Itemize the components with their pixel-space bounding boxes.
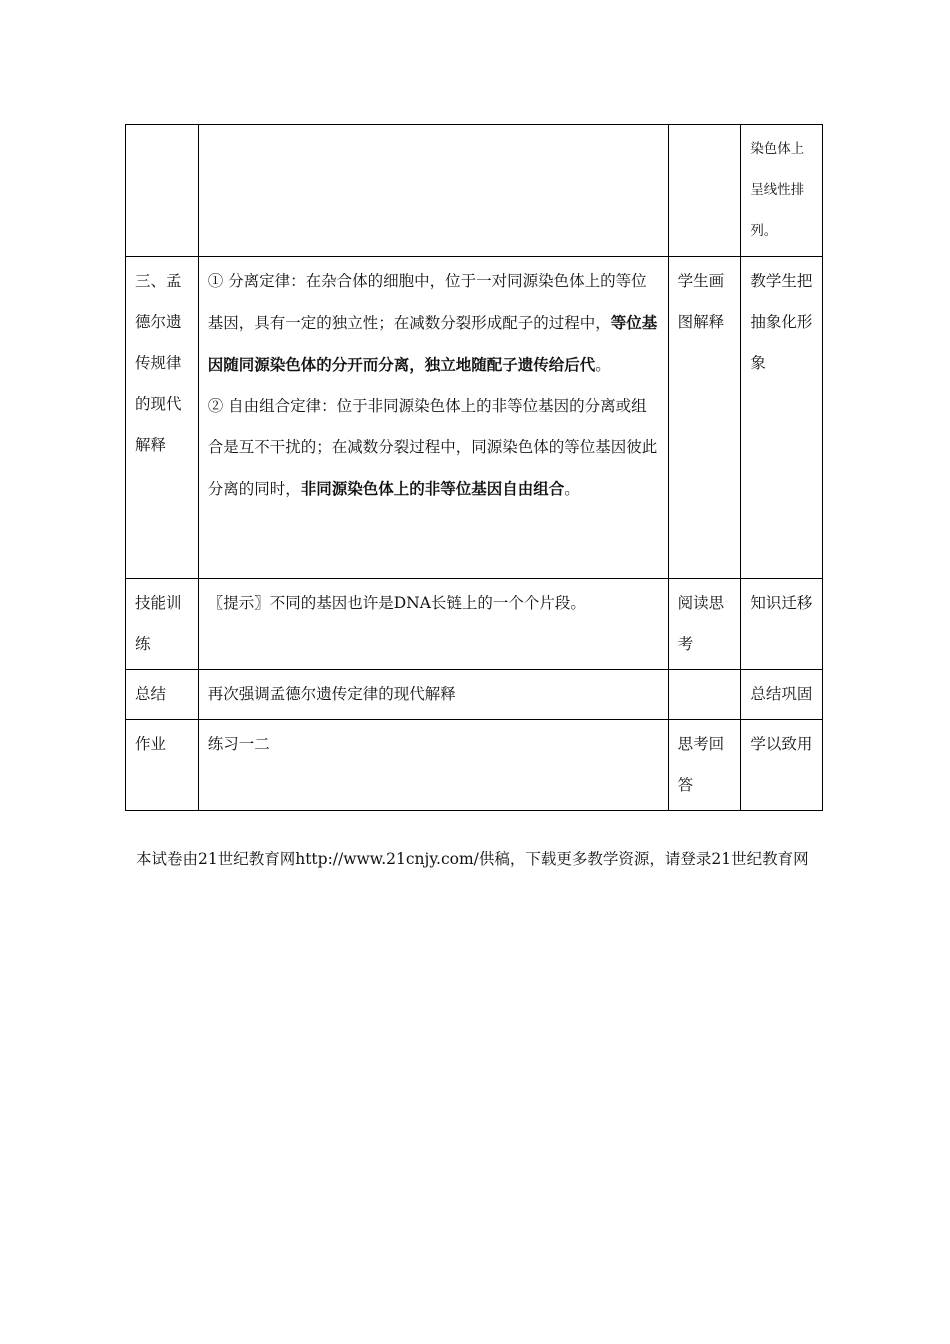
section-cell bbox=[126, 125, 199, 257]
purpose-cell: 教学生把抽象化形象 bbox=[741, 257, 823, 579]
table-row bbox=[126, 257, 823, 579]
student-activity-cell: 学生画图解释 bbox=[668, 257, 741, 579]
table-row bbox=[126, 720, 823, 811]
purpose-cell: 学以致用 bbox=[741, 720, 823, 811]
purpose-cell: 总结巩固 bbox=[741, 670, 823, 720]
student-activity-cell bbox=[668, 670, 741, 720]
student-activity-cell: 思考回答 bbox=[668, 720, 741, 811]
student-activity-cell bbox=[668, 125, 741, 257]
purpose-cell: 染色体上呈线性排列。 bbox=[741, 125, 823, 257]
source-footer-text: 本试卷由21世纪教育网http://www.21cnjy.com/供稿，下载更多教学资源，请登录21世纪教育网 bbox=[136, 850, 809, 868]
content-cell bbox=[198, 125, 668, 257]
section-cell: 技能训练 bbox=[126, 579, 199, 670]
content-cell: 〖提示〗不同的基因也许是DNA长链上的一个个片段。 bbox=[198, 579, 668, 670]
independent-assortment-law-text: ② 自由组合定律：位于非同源染色体上的非等位基因的分离或组合是互不干扰的；在减数分裂过程中，同源染色体的等位基因彼此分离的同时， bbox=[207, 397, 658, 498]
section-cell: 作业 bbox=[126, 720, 199, 811]
independent-assortment-law-end: 。 bbox=[564, 480, 580, 498]
table-row bbox=[126, 579, 823, 670]
table-row bbox=[126, 670, 823, 720]
section-cell: 三、孟德尔遗传规律的现代解释 bbox=[126, 257, 199, 579]
independent-assortment-law-emphasis: 非同源染色体上的非等位基因自由组合 bbox=[300, 479, 565, 498]
lesson-plan-table bbox=[125, 124, 823, 811]
content-cell: 再次强调孟德尔遗传定律的现代解释 bbox=[198, 670, 668, 720]
student-activity-cell: 阅读思考 bbox=[668, 579, 741, 670]
content-cell: 练习一二 bbox=[198, 720, 668, 811]
segregation-law-emphasis: 等位基因随同源染色体的分开而分离，独立地随配子遗传给后代 bbox=[207, 313, 658, 374]
table-row bbox=[126, 125, 823, 257]
segregation-law-text: ① 分离定律：在杂合体的细胞中，位于一对同源染色体上的等位基因，具有一定的独立性；在减数分裂形成配子的过程中， bbox=[207, 272, 647, 332]
purpose-cell: 知识迁移 bbox=[741, 579, 823, 670]
segregation-law-end: 。 bbox=[595, 356, 611, 374]
section-cell: 总结 bbox=[126, 670, 199, 720]
content-cell bbox=[198, 257, 668, 579]
